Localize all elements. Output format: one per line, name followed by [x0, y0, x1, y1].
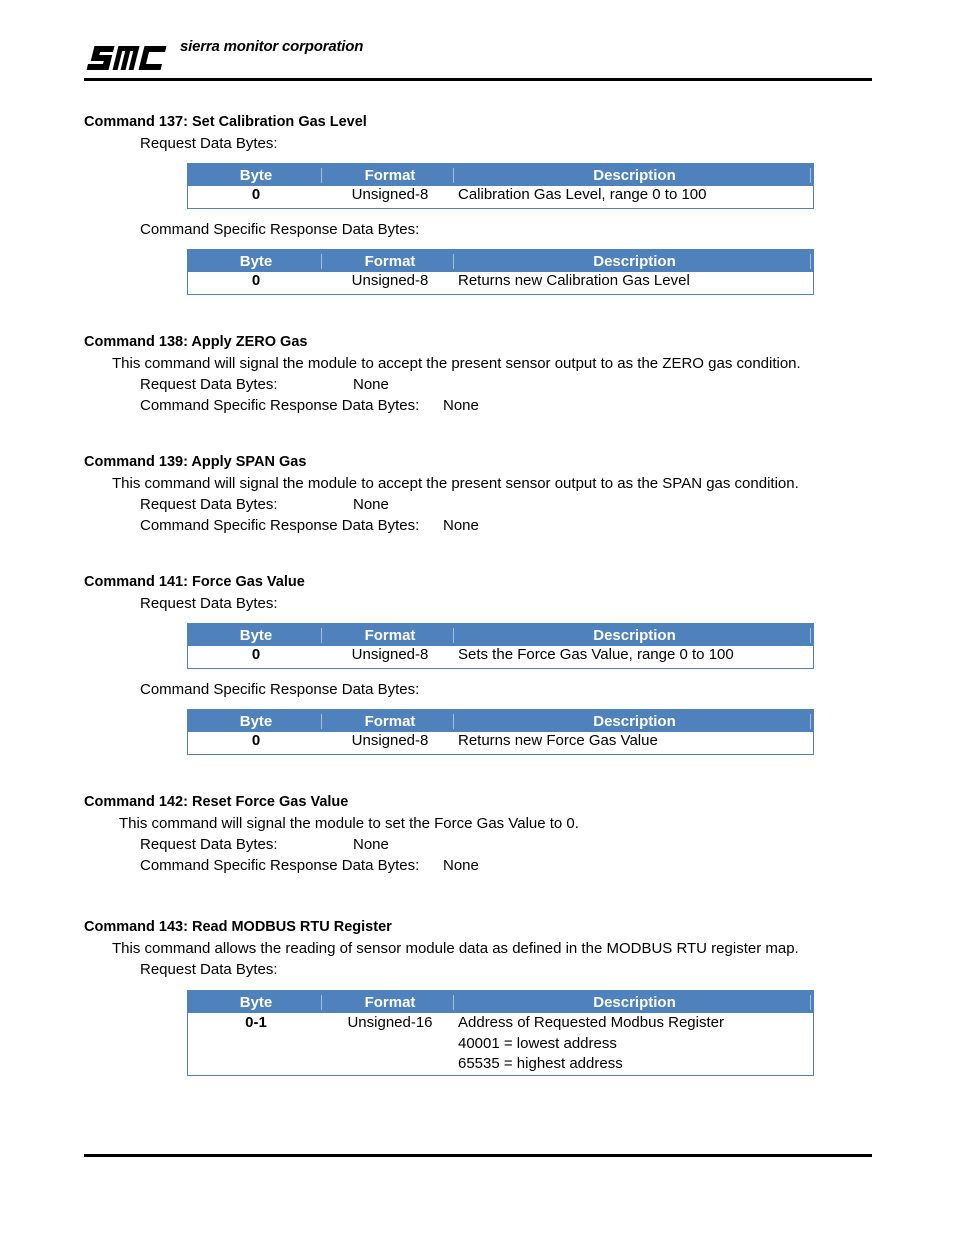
table-header-row — [188, 991, 814, 1014]
response-label: Command Specific Response Data Bytes: — [140, 681, 420, 698]
description-header: Description — [456, 624, 814, 647]
request-label: Request Data Bytes: — [140, 135, 278, 152]
description-line: Address of Requested Modbus Register — [458, 1014, 724, 1031]
description-header: Description — [456, 250, 814, 273]
description-header: Description — [456, 164, 814, 187]
table-header-row — [188, 164, 814, 187]
byte-cell: 0 — [251, 186, 261, 203]
format-header: Format — [324, 710, 456, 733]
request-label: Request Data Bytes: — [140, 376, 278, 393]
command-description: This command will signal the module to accept the present sensor output to as the SPAN gas condition. — [112, 475, 799, 492]
description-header: Description — [456, 991, 814, 1014]
description-cell: Sets the Force Gas Value, range 0 to 100 — [458, 646, 734, 663]
command-143-request-table — [187, 990, 814, 1076]
format-header: Format — [324, 164, 456, 187]
table-row — [188, 646, 814, 669]
byte-header: Byte — [188, 624, 325, 647]
request-value: None — [353, 376, 389, 393]
byte-header: Byte — [188, 710, 325, 733]
description-cell: Calibration Gas Level, range 0 to 100 — [458, 186, 707, 203]
footer-rule — [84, 1154, 872, 1157]
command-137-request-table — [187, 163, 814, 209]
response-label: Command Specific Response Data Bytes: — [140, 397, 420, 414]
request-label: Request Data Bytes: — [140, 961, 278, 978]
company-name: sierra monitor corporation — [180, 38, 364, 55]
command-139-title: Command 139: Apply SPAN Gas — [84, 454, 307, 470]
command-142-title: Command 142: Reset Force Gas Value — [84, 794, 349, 810]
smc-logo — [84, 40, 176, 76]
command-141-title: Command 141: Force Gas Value — [84, 574, 305, 590]
format-header: Format — [324, 991, 456, 1014]
description-line: 40001 = lowest address — [458, 1034, 617, 1052]
response-label: Command Specific Response Data Bytes: — [140, 221, 420, 238]
command-description: This command will signal the module to set the Force Gas Value to 0. — [119, 815, 579, 832]
format-header: Format — [324, 250, 456, 273]
format-cell: Unsigned-8 — [351, 646, 429, 663]
command-138-title: Command 138: Apply ZERO Gas — [84, 334, 308, 350]
command-137-response-table — [187, 249, 814, 295]
description-cell — [456, 1013, 814, 1075]
format-header: Format — [324, 624, 456, 647]
byte-header: Byte — [188, 991, 325, 1014]
request-label: Request Data Bytes: — [140, 595, 278, 612]
response-value: None — [443, 857, 479, 874]
byte-cell: 0 — [251, 732, 261, 749]
table-row — [188, 186, 814, 209]
table-header-row — [188, 250, 814, 273]
command-143-title: Command 143: Read MODBUS RTU Register — [84, 919, 392, 935]
command-137-title: Command 137: Set Calibration Gas Level — [84, 114, 367, 130]
byte-cell: 0-1 — [245, 1014, 267, 1031]
description-header: Description — [456, 710, 814, 733]
description-cell: Returns new Force Gas Value — [458, 732, 658, 749]
byte-cell: 0 — [251, 646, 261, 663]
response-value: None — [443, 397, 479, 414]
response-label: Command Specific Response Data Bytes: — [140, 857, 420, 874]
header-rule — [84, 78, 872, 81]
command-141-request-table — [187, 623, 814, 669]
command-description: This command allows the reading of sensor module data as defined in the MODBUS RTU register map. — [112, 940, 799, 957]
request-label: Request Data Bytes: — [140, 496, 278, 513]
table-row — [188, 272, 814, 295]
command-141-response-table — [187, 709, 814, 755]
byte-cell: 0 — [251, 272, 261, 289]
response-label: Command Specific Response Data Bytes: — [140, 517, 420, 534]
page-header — [84, 38, 872, 82]
description-line: 65535 = highest address — [458, 1055, 623, 1072]
request-label: Request Data Bytes: — [140, 836, 278, 853]
table-row — [188, 732, 814, 755]
byte-header: Byte — [188, 250, 325, 273]
request-value: None — [353, 496, 389, 513]
format-cell: Unsigned-8 — [351, 732, 429, 749]
response-value: None — [443, 517, 479, 534]
table-header-row — [188, 710, 814, 733]
table-row — [188, 1013, 814, 1075]
table-header-row — [188, 624, 814, 647]
format-cell: Unsigned-16 — [347, 1014, 433, 1031]
format-cell: Unsigned-8 — [351, 186, 429, 203]
request-value: None — [353, 836, 389, 853]
format-cell: Unsigned-8 — [351, 272, 429, 289]
byte-header: Byte — [188, 164, 325, 187]
description-cell: Returns new Calibration Gas Level — [458, 272, 690, 289]
command-description: This command will signal the module to accept the present sensor output to as the ZERO gas condition. — [112, 355, 801, 372]
